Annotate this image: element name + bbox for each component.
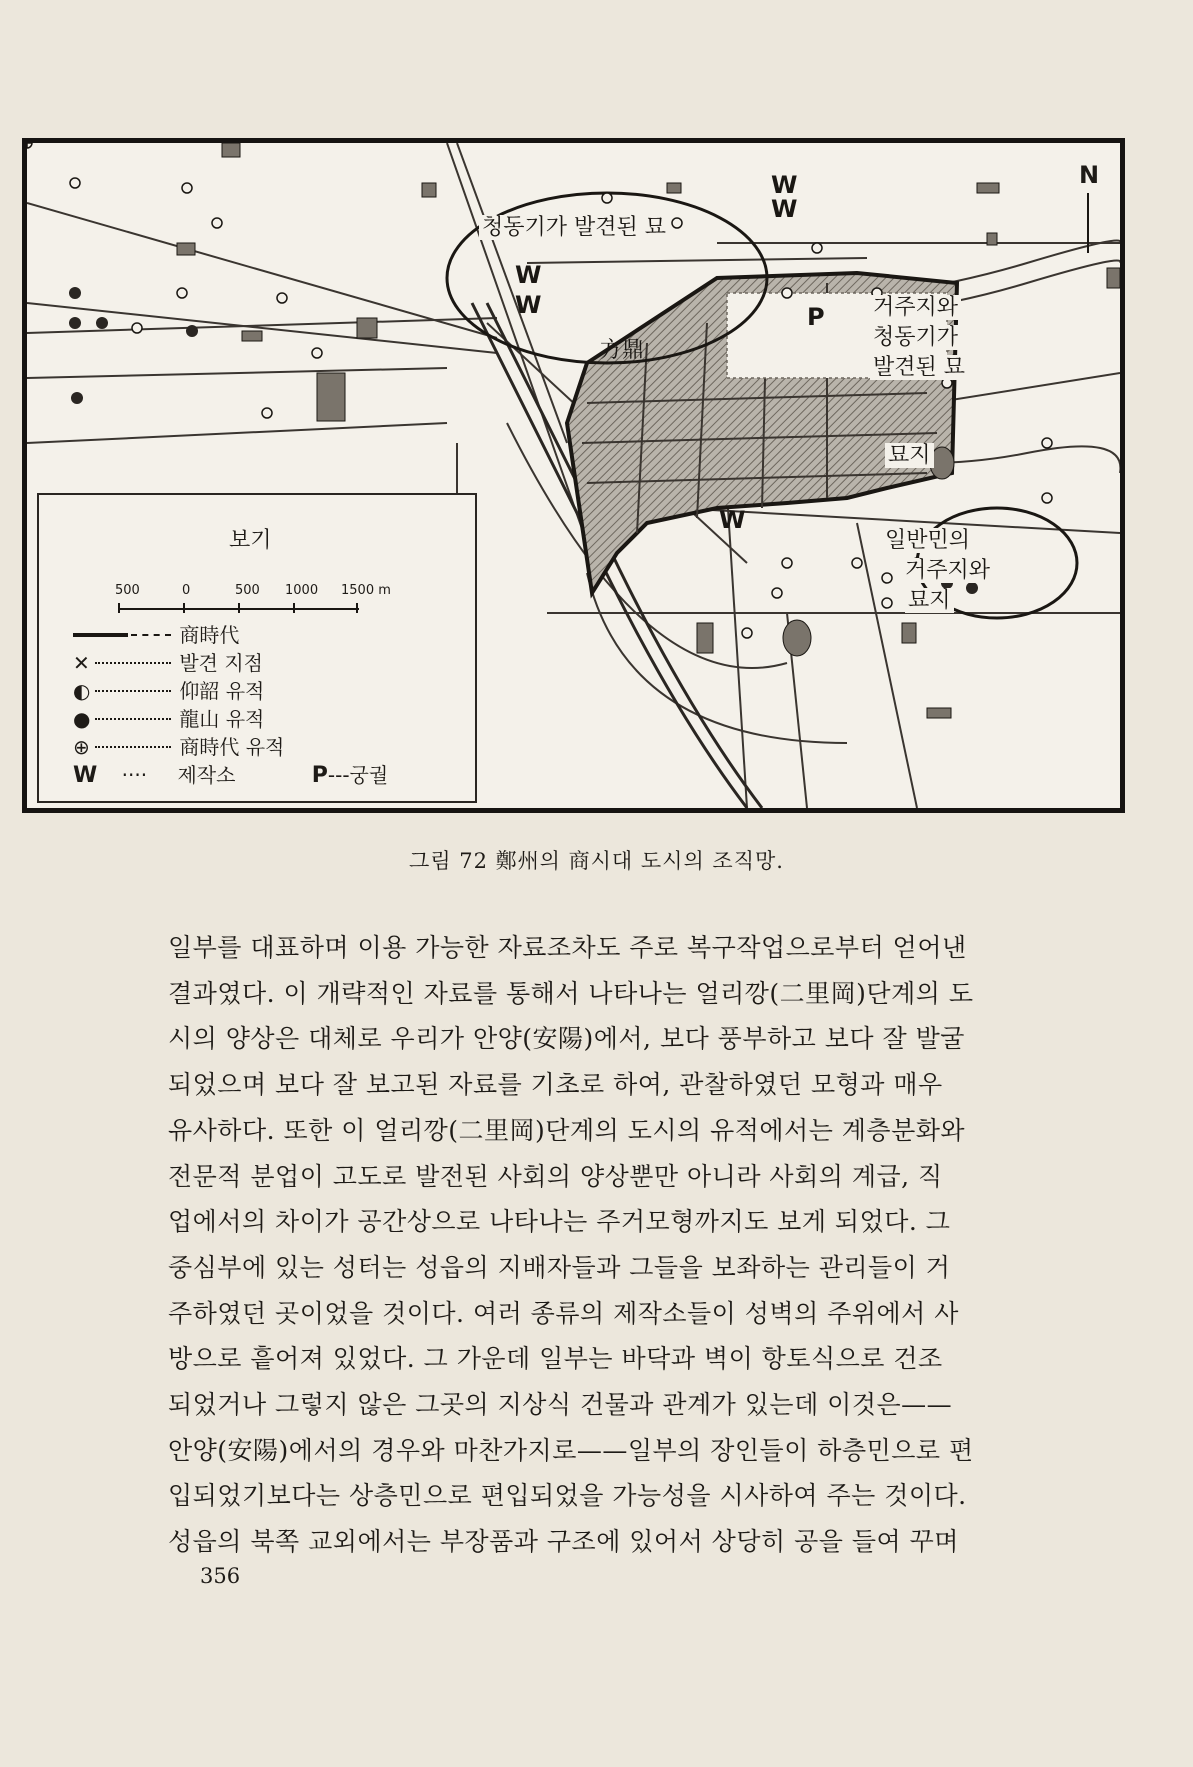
cross-icon: ✕ [73, 649, 173, 677]
palace-symbol: P [311, 763, 328, 788]
legend-label: 발견 지점 [179, 651, 263, 675]
map-legend [37, 493, 477, 803]
workshop-marker: W [771, 195, 798, 223]
palace-marker: P [807, 303, 825, 331]
north-arrow-icon [1087, 193, 1089, 253]
workshop-marker: W [771, 171, 798, 199]
body-line: 입되었기보다는 상층민으로 편입되었을 가능성을 시사하여 주는 것이다. [168, 1481, 967, 1511]
label-residence-1: 거주지와 [870, 295, 961, 320]
legend-item-workshop [73, 761, 473, 789]
body-line: 시의 양상은 대체로 우리가 안양(安陽)에서, 보다 풍부하고 보다 잘 발굴 [168, 1024, 965, 1054]
workshop-marker: W [719, 506, 746, 534]
legend-label: 제작소 [177, 763, 236, 787]
legend-item [73, 649, 263, 677]
scale-tick: 1000 [285, 583, 319, 598]
workshop-dashes: ···· [121, 763, 148, 787]
body-line: 안양(安陽)에서의 경우와 마찬가지로——일부의 장인들이 하층민으로 편 [168, 1435, 974, 1465]
circle-plus-icon: ⊕ [73, 733, 173, 761]
legend-label: 商時代 [179, 623, 240, 647]
body-line: 전문적 분업이 고도로 발전된 사회의 양상뿐만 아니라 사회의 계급, 직 [168, 1161, 943, 1191]
scale-tick: 1500 m [341, 583, 391, 598]
figure-caption: 그림 72 鄭州의 商시대 도시의 조직망. [409, 849, 784, 873]
body-line: 성읍의 북쪽 교외에서는 부장품과 구조에 있어서 상당히 공을 들여 꾸며 [168, 1527, 959, 1557]
site-map-figure [22, 138, 1125, 813]
label-commoner-1: 일반민의 [882, 528, 973, 553]
body-text [168, 925, 1080, 1565]
scale-tick: 500 [115, 583, 140, 598]
body-line: 되었으며 보다 잘 보고된 자료를 기초로 하여, 관찰하였던 모형과 매우 [168, 1070, 943, 1100]
label-commoner-2: 거주지와 [902, 558, 993, 583]
label-cemetery: 묘지 [885, 443, 934, 468]
north-label: N [1079, 161, 1100, 189]
workshop-symbol: W [73, 763, 98, 788]
body-line: 결과였다. 이 개략적인 자료를 통해서 나타나는 얼리깡(二里岡)단계의 도 [168, 978, 974, 1008]
label-residence-3: 발견된 묘 [870, 355, 968, 380]
label-fangding: 方鼎 [600, 338, 645, 363]
legend-item [73, 621, 239, 649]
shang-line-icon [73, 621, 173, 649]
scale-tick: 0 [182, 583, 191, 598]
north-arrow [1079, 161, 1099, 253]
legend-title: 보기 [229, 528, 272, 553]
legend-item [73, 705, 264, 733]
legend-item [73, 733, 284, 761]
label-bronze-tomb: 청동기가 발견된 묘 [479, 215, 669, 240]
workshop-marker: W [515, 291, 542, 319]
legend-label: 仰韶 유적 [179, 679, 265, 703]
legend-label: 龍山 유적 [179, 707, 265, 731]
body-line: 주하였던 곳이었을 것이다. 여러 종류의 제작소들이 성벽의 주위에서 사 [168, 1298, 959, 1328]
legend-item [73, 677, 264, 705]
body-line: 일부를 대표하며 이용 가능한 자료조차도 주로 복구작업으로부터 얻어낸 [168, 933, 967, 962]
label-commoner-3: 묘지 [905, 588, 954, 613]
body-line: 업에서의 차이가 공간상으로 나타나는 주거모형까지도 보게 되었다. 그 [168, 1207, 951, 1237]
body-line: 중심부에 있는 성터는 성읍의 지배자들과 그들을 보좌하는 관리들이 거 [168, 1252, 951, 1282]
page-number: 356 [200, 1564, 241, 1588]
filled-circle-icon: ● [73, 705, 173, 733]
body-line: 유사하다. 또한 이 얼리깡(二里岡)단계의 도시의 유적에서는 계층분화와 [168, 1115, 966, 1145]
scale-tick: 500 [235, 583, 260, 598]
legend-label: ---궁궐 [327, 763, 389, 787]
workshop-marker: W [515, 261, 542, 289]
label-residence-2: 청동기가 [870, 325, 961, 350]
half-circle-icon: ◐ [73, 677, 173, 705]
legend-label: 商時代 유적 [179, 735, 285, 759]
body-line: 되었거나 그렇지 않은 그곳의 지상식 건물과 관계가 있는데 이것은—— [168, 1390, 953, 1420]
body-line: 방으로 흩어져 있었다. 그 가운데 일부는 바닥과 벽이 항토식으로 건조 [168, 1344, 943, 1374]
